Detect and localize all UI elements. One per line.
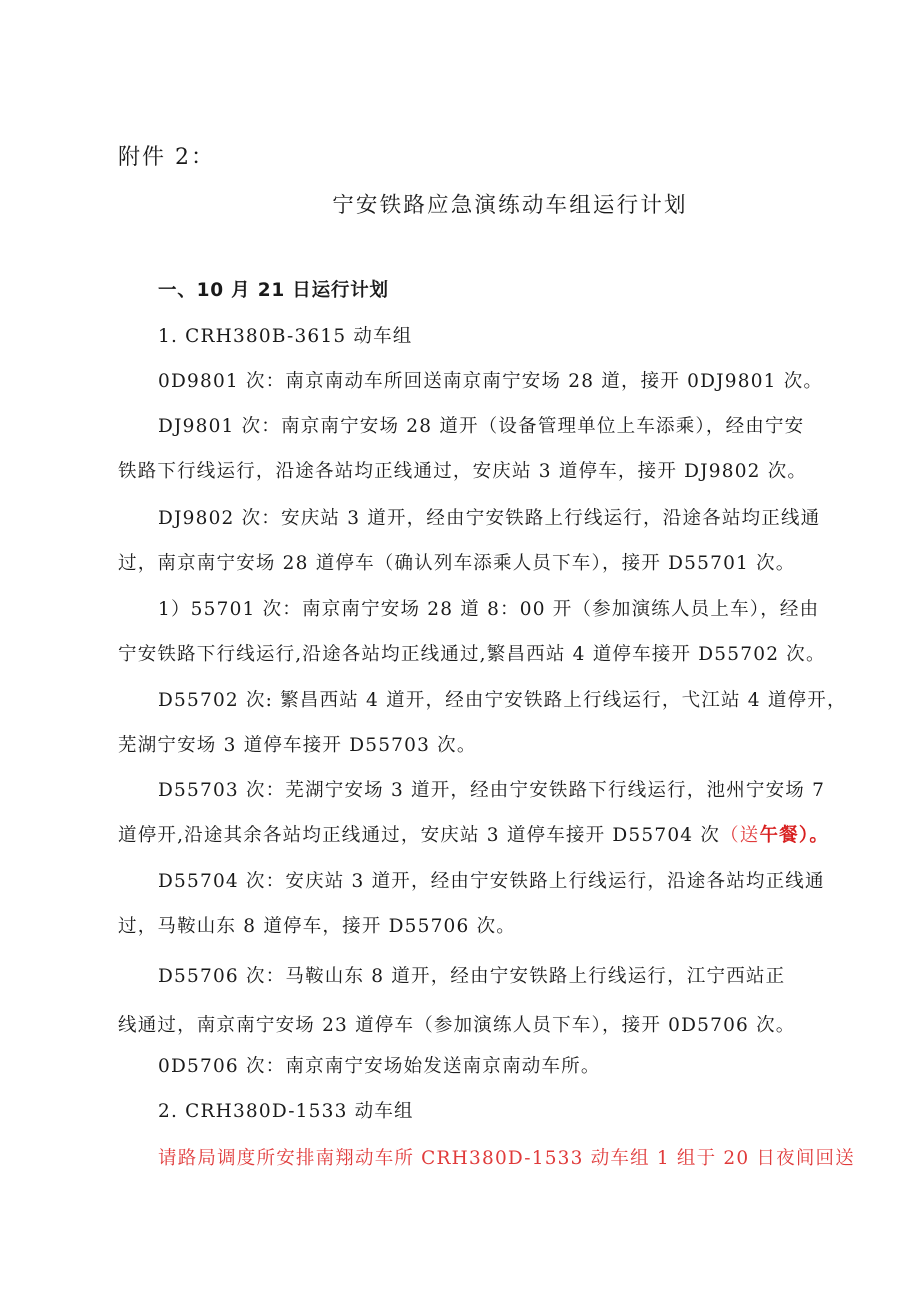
paragraph-dj9801-line2: 铁路下行线运行，沿途各站均正线通过，安庆站 3 道停车，接开 DJ9802 次。 <box>118 461 808 482</box>
paragraph-55701-line2: 宁安铁路下行线运行,沿途各站均正线通过,繁昌西站 4 道停车接开 D55702 次。 <box>118 644 826 665</box>
paragraph-d55703-line1: D55703 次：芜湖宁安场 3 道开，经由宁安铁路下行线运行，池州宁安场 7 <box>158 780 826 801</box>
attachment-label: 附件 2： <box>118 145 215 170</box>
paragraph-dj9802-line2: 过，南京南宁安场 28 道停车（确认列车添乘人员下车），接开 D55701 次。 <box>118 553 796 574</box>
paragraph-dj9801-line1: DJ9801 次：南京南宁安场 28 道开（设备管理单位上车添乘），经由宁安 <box>158 416 805 437</box>
paragraph-d55706-line2: 线通过，南京南宁安场 23 道停车（参加演练人员下车），接开 0D5706 次。 <box>118 1015 796 1036</box>
paragraph-d55704-line2: 过，马鞍山东 8 道停车，接开 D55706 次。 <box>118 916 516 937</box>
paragraph-d55706-line1: D55706 次：马鞍山东 8 道开，经由宁安铁路上行线运行，江宁西站正 <box>158 966 786 987</box>
section-heading-oct21: 一、10 月 21 日运行计划 <box>158 280 389 301</box>
lunch-note-open: （送 <box>720 825 760 846</box>
paragraph-d55702-line2: 芜湖宁安场 3 道停车接开 D55703 次。 <box>118 735 477 756</box>
paragraph-0d9801: 0D9801 次：南京南动车所回送南京南宁安场 28 道，接开 0DJ9801 次。 <box>158 371 824 392</box>
group2-dispatch-note: 请路局调度所安排南翔动车所 CRH380D-1533 动车组 1 组于 20 日夜间回送 <box>158 1148 855 1169</box>
paragraph-dj9802-line1: DJ9802 次：安庆站 3 道开，经由宁安铁路上行线运行，沿途各站均正线通 <box>158 508 821 529</box>
paragraph-d55702-line1: D55702 次: 繁昌西站 4 道开，经由宁安铁路上行线运行，弋江站 4 道停开， <box>158 690 847 711</box>
paragraph-d55704-line1: D55704 次：安庆站 3 道开，经由宁安铁路上行线运行，沿途各站均正线通 <box>158 871 825 892</box>
paragraph-55701-line1: 1）55701 次：南京南宁安场 28 道 8：00 开（参加演练人员上车），经由 <box>158 599 820 620</box>
document-title: 宁安铁路应急演练动车组运行计划 <box>332 193 688 218</box>
group1-heading: 1. CRH380B-3615 动车组 <box>158 326 413 347</box>
lunch-note: 午餐）。 <box>759 825 830 846</box>
d55703-line2-text: 道停开,沿途其余各站均正线通过，安庆站 3 道停车接开 D55704 次 <box>118 825 721 846</box>
group2-heading: 2. CRH380D-1533 动车组 <box>158 1101 414 1122</box>
paragraph-0d5706: 0D5706 次：南京南宁安场始发送南京南动车所。 <box>158 1056 601 1077</box>
paragraph-d55703-line2 <box>118 827 830 846</box>
